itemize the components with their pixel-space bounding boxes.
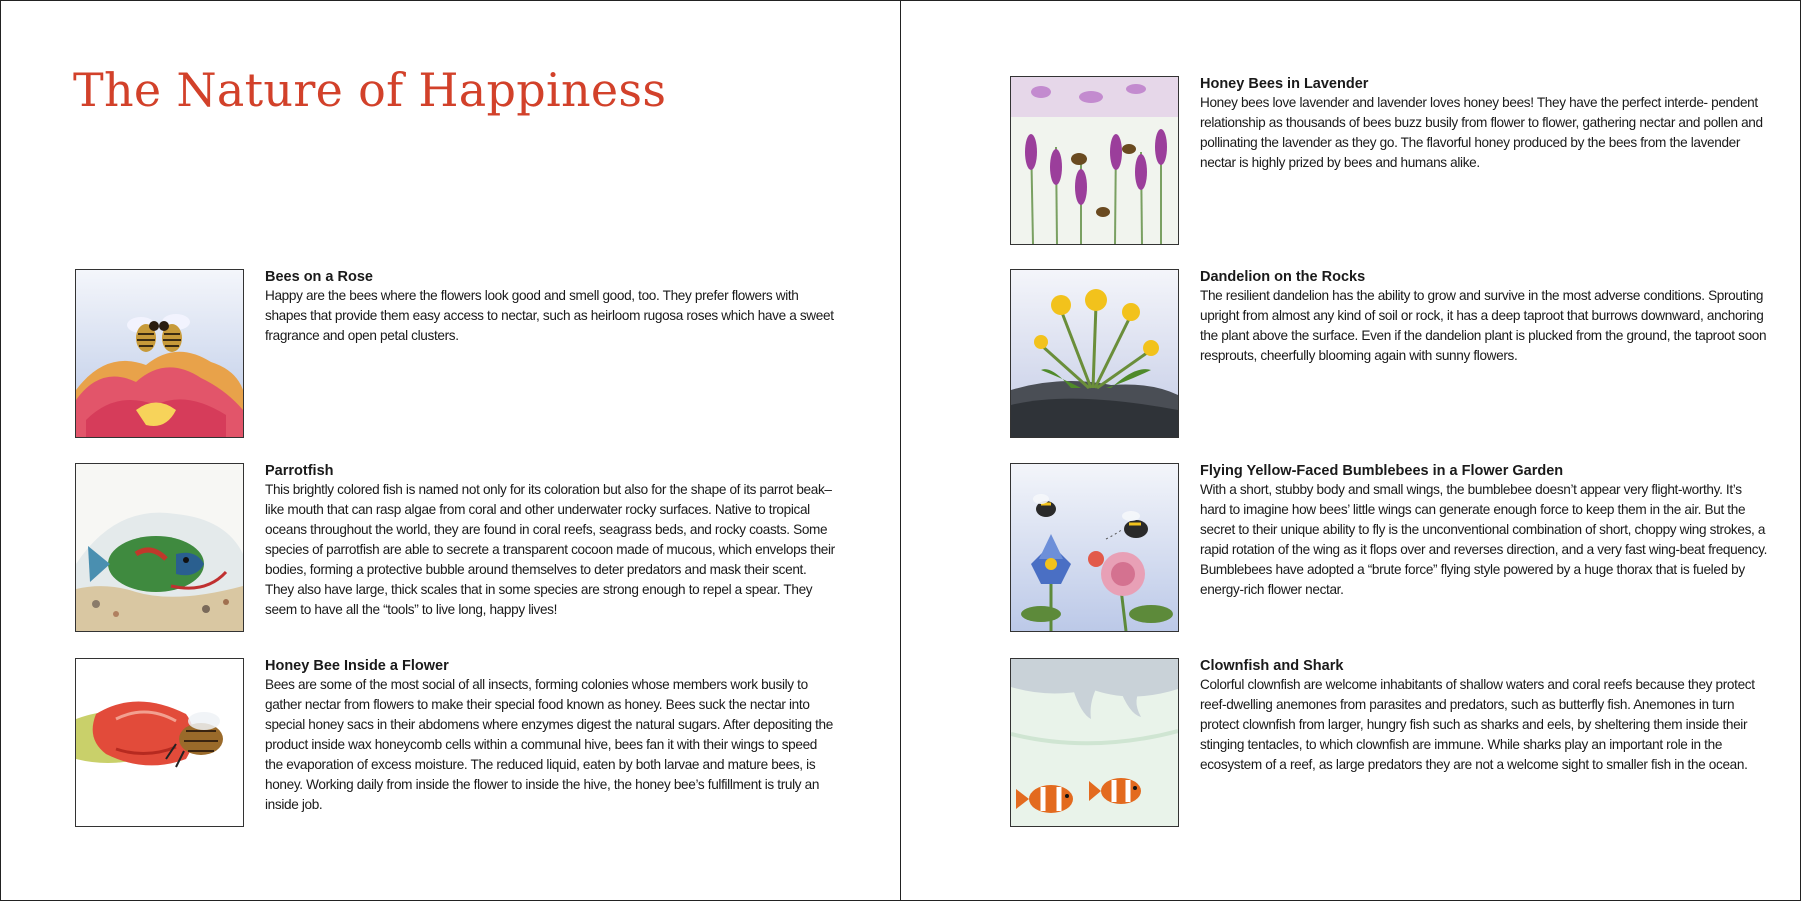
page-gutter xyxy=(900,1,901,900)
entry-title: Honey Bees in Lavender xyxy=(1200,76,1369,92)
entry-title: Dandelion on the Rocks xyxy=(1200,269,1366,285)
honey-bee-in-flower-illustration xyxy=(75,658,244,827)
parrotfish-image xyxy=(76,464,243,631)
parrotfish-illustration xyxy=(75,463,244,632)
honey-bee-in-flower-image xyxy=(76,659,243,826)
honey-bees-lavender-image xyxy=(1011,77,1178,244)
dandelion-rocks-image xyxy=(1011,270,1178,437)
entry-body: Colorful clownfish are welcome inhabitants of shallow waters and coral reefs because they protect reef-dwelling anemones from parasites and predators, such as butterfly fish. Anemones in turn protect clownfish from larger, hungry fish such as sharks and eels, by sheltering them inside their stinging tentacles, to which clownfish are immune. While sharks play an important role in the ecosystem of a reef, as large predators they are not a welcome sight to smaller fish in the ocean. xyxy=(1200,677,1755,772)
bumblebees-garden-illustration xyxy=(1010,463,1179,632)
entry-title: Flying Yellow-Faced Bumblebees in a Flower Garden xyxy=(1200,463,1564,479)
entry-body: Bees are some of the most social of all insects, forming colonies whose members work busily to gather nectar from flowers to make their special food known as honey. Bees suck the nectar into special honey sacs in their abdomens where enzymes digest the natural sugars. After depositing the product inside wax honeycomb cells within a communal hive, bees fan it with their wings to speed the evaporation of excess moisture. The reduced liquid, eaten by both larvae and mature bees, is honey. Working daily from inside the flower to inside the hive, the honey bee’s fulfillment is truly an inside job. xyxy=(265,677,833,812)
entry-body: Honey bees love lavender and lavender loves honey bees! They have the perfect interde- pendent relationship as thousands of bees buzz busily from flower to flower, gathering nectar and pollen and pollinating the lavender as they go. The flavorful honey produced by the bees from the lavender nectar is highly prized by bees and humans alike. xyxy=(1200,95,1763,170)
bees-on-rose-image xyxy=(76,270,243,437)
page-title: The Nature of Happiness xyxy=(73,63,667,117)
entry-dandelion-on-rocks xyxy=(1010,269,1770,439)
entry-title: Honey Bee Inside a Flower xyxy=(265,658,449,674)
entry-bees-on-rose xyxy=(75,269,835,439)
entry-flying-bumblebees xyxy=(1010,463,1770,633)
entry-honey-bee-inside-flower xyxy=(75,658,835,828)
bees-on-rose-illustration xyxy=(75,269,244,438)
clownfish-shark-illustration xyxy=(1010,658,1179,827)
entry-body: Happy are the bees where the flowers look good and smell good, too. They prefer flowers with shapes that provide them easy access to nectar, such as heirloom rugosa roses which have a sweet fragrance and open petal clusters. xyxy=(265,288,834,343)
bumblebees-garden-image xyxy=(1011,464,1178,631)
dandelion-rocks-illustration xyxy=(1010,269,1179,438)
entry-body: With a short, stubby body and small wings, the bumblebee doesn’t appear very flight-worthy. It’s hard to imagine how bees’ little wings can generate enough force to keep them in the air. But the secret to their unique ability to fly is the unconventional combination of short, choppy wing strokes, a rapid rotation of the wing as it flops over and reverses direction, and a very fast wing-beat frequency. Bumblebees have adopted a “brute force” flying style powered by a huge thorax that is fueled by energy-rich flower nectar. xyxy=(1200,482,1768,597)
clownfish-shark-image xyxy=(1011,659,1178,826)
entry-title: Bees on a Rose xyxy=(265,269,373,285)
entry-title: Parrotfish xyxy=(265,463,334,479)
entry-title: Clownfish and Shark xyxy=(1200,658,1344,674)
entry-body: The resilient dandelion has the ability to grow and survive in the most adverse conditions. Sprouting upright from almost any kind of soil or rock, it has a deep taproot that burrows downward, anchoring the plant above the surface. Even if the dandelion plant is plucked from the ground, the taproot soon resprouts, cheerfully blooming again with sunny flowers. xyxy=(1200,288,1767,363)
entry-body: This brightly colored fish is named not only for its coloration but also for the shape of its parrot beak–like mouth that can rasp algae from coral and other underwater rocky surfaces. Native to tropical oceans throughout the world, they are found in coral reefs, seagrass beds, and rocky coasts. Some species of parrotfish are able to secrete a transparent cocoon made of mucous, which envelops their bodies, forming a protective bubble around themselves to deter predators and mask their scent. They also have large, thick scales that in some species are strong enough to repel a spear. They seem to have all the “tools” to live long, happy lives! xyxy=(265,482,835,617)
honey-bees-lavender-illustration xyxy=(1010,76,1179,245)
entry-honey-bees-in-lavender xyxy=(1010,76,1770,246)
entry-clownfish-and-shark xyxy=(1010,658,1770,828)
entry-parrotfish xyxy=(75,463,835,633)
